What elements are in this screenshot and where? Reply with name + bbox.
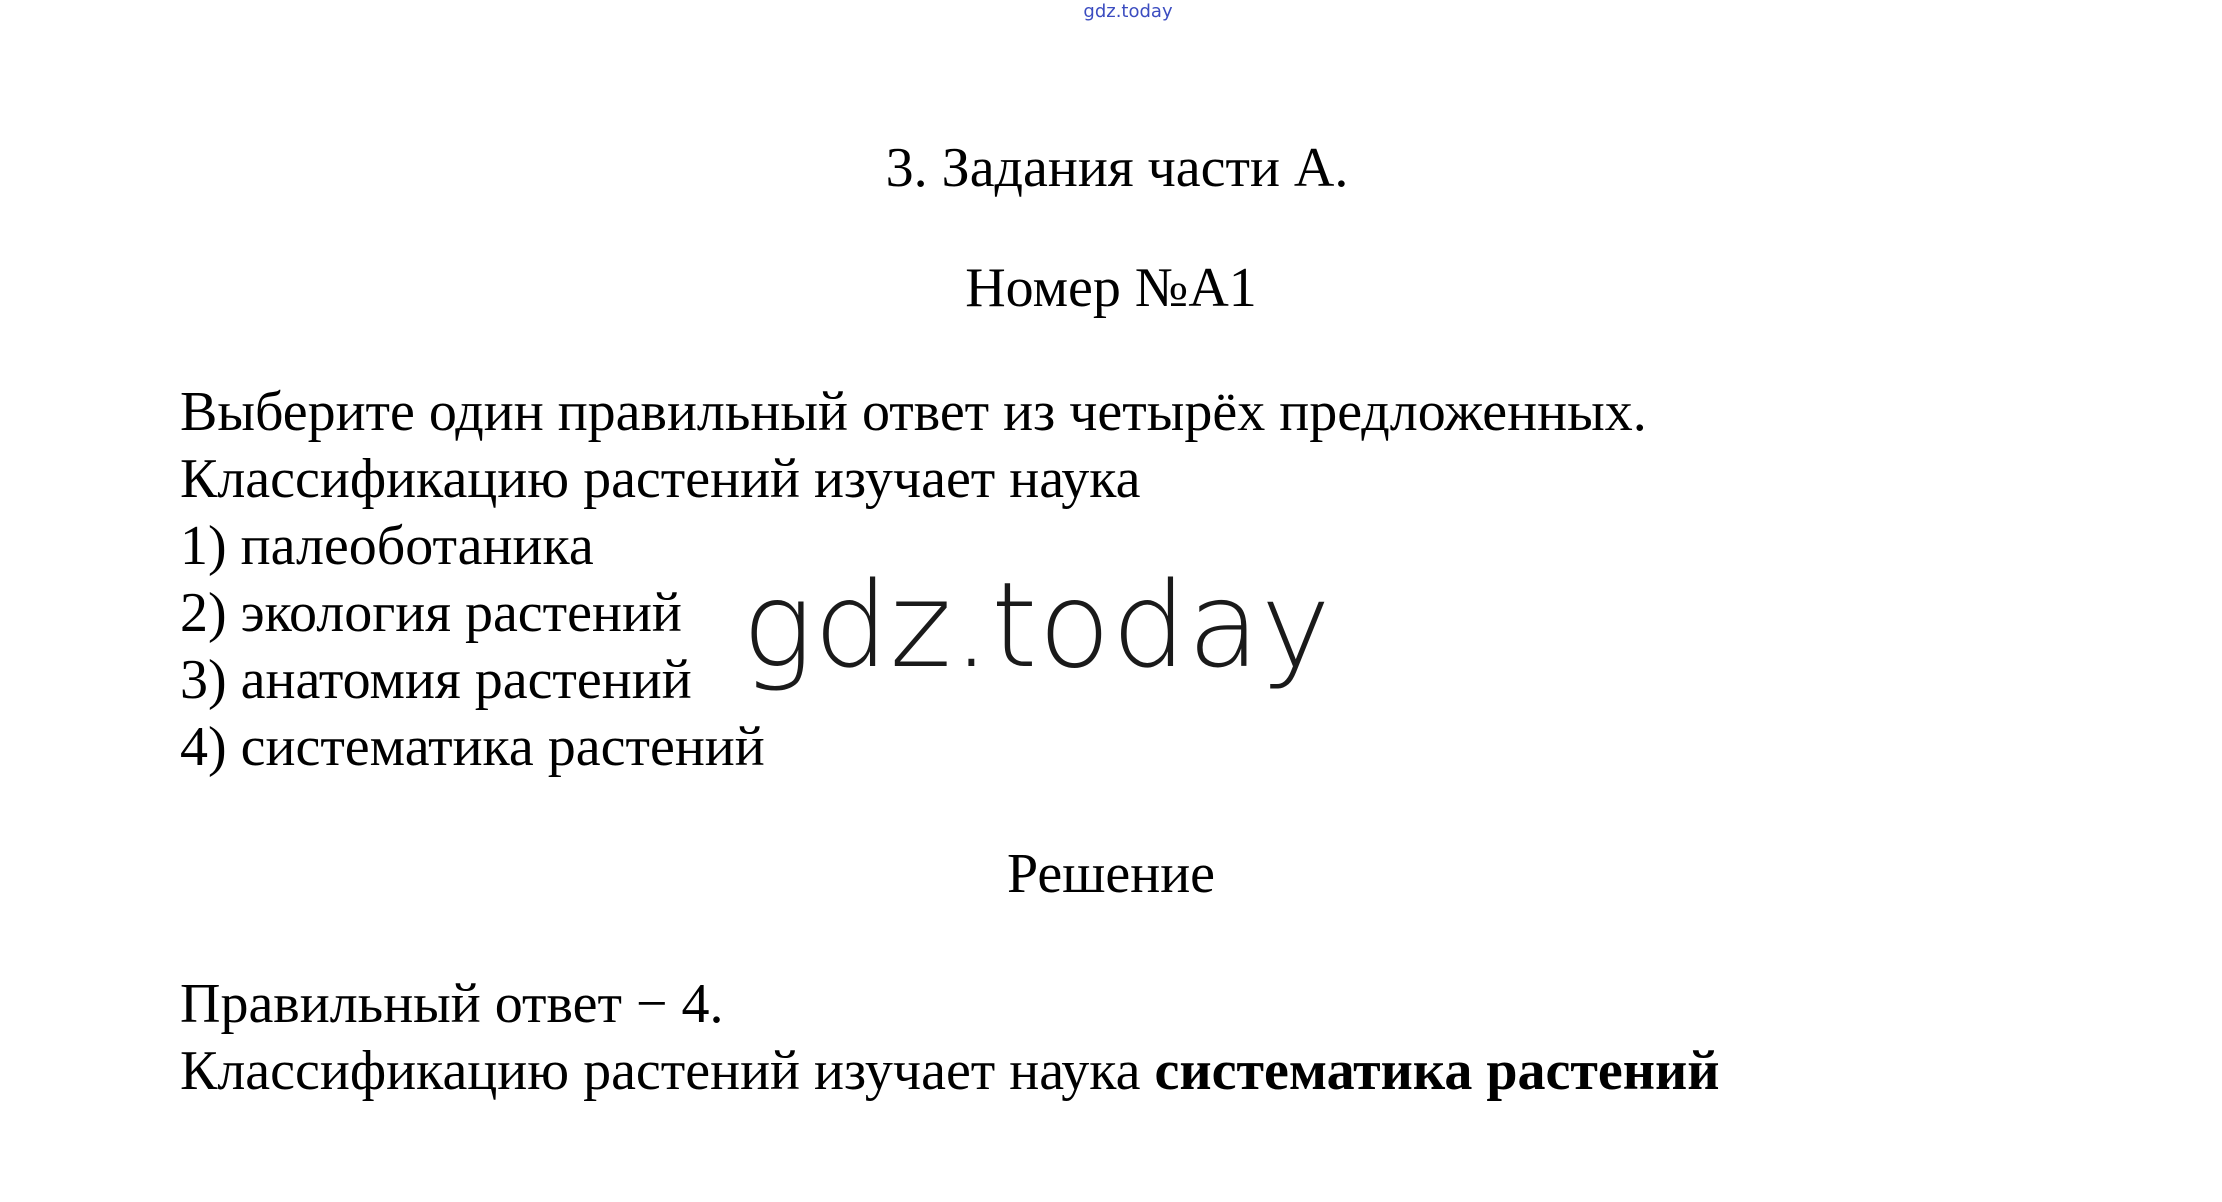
task-number-heading: Номер №А1 — [965, 257, 1257, 319]
section-title: 3. Задания части А. — [885, 137, 1349, 199]
center-watermark-logo: gdz.today — [742, 556, 1332, 694]
solution-heading: Решение — [1006, 843, 1216, 905]
solution-block — [180, 971, 1720, 1105]
question-prompt: Классификацию растений изучает наука — [180, 448, 1141, 510]
answer-option-4: 4) систематика растений — [180, 716, 765, 778]
correct-answer-line: Правильный ответ − 4. — [180, 973, 724, 1035]
answer-option-1: 1) палеоботаника — [180, 515, 594, 577]
answer-option-3: 3) анатомия растений — [180, 649, 692, 711]
explanation-answer-bold: систематика растений — [1154, 1040, 1720, 1102]
question-instruction: Выберите один правильный ответ из четырёх предложенных. — [180, 381, 1647, 443]
explanation-line — [180, 1038, 1720, 1105]
explanation-prefix: Классификацию растений изучает наука — [180, 1040, 1155, 1102]
answer-option-2: 2) экология растений — [180, 582, 682, 644]
header-watermark: gdz.today — [1083, 1, 1173, 22]
